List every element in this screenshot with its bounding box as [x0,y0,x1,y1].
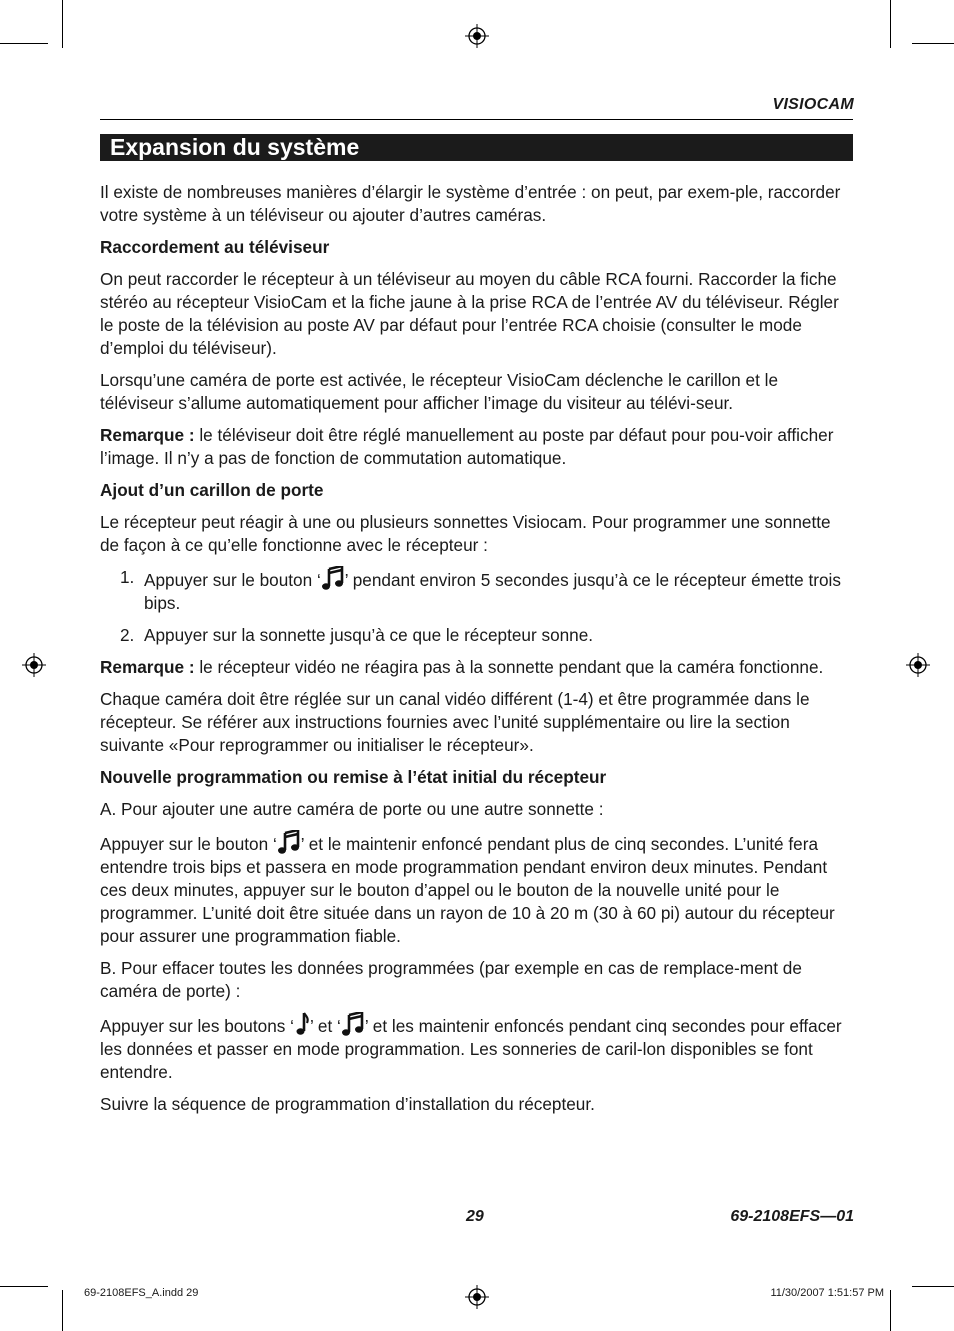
tv-note-text: le téléviseur doit être réglé manuellement au poste par défaut pour pou-voir afficher l’image. Il n’y a pas de fonction de commutation automatique. [100,425,834,468]
reset-b-heading: B. Pour effacer toutes les données programmées (par exemple en cas de remplace-ment de caméra de porte) : [100,958,802,1001]
registration-mark-icon [906,653,930,677]
tv-note [100,424,853,470]
tv-paragraph-2: Lorsqu’une caméra de porte est activée, le récepteur VisioCam déclenche le carillon et le téléviseur s’allume automatiquement pour afficher l’image du visiteur au télévi-seur. [100,370,779,413]
crop-mark [0,1286,48,1287]
channel-paragraph: Chaque caméra doit être réglée sur un canal vidéo différent (1-4) et être programmée dans le récepteur. Se référer aux instructions fournies avec l’unité supplémentaire ou lire la section suivante «Pour reprogrammer ou initialiser le récepteur». [100,689,810,755]
music-note-icon [295,1012,309,1036]
list-item [100,624,853,647]
step-number: 1. [120,567,135,587]
document-number: 69-2108EFS—01 [730,1208,854,1225]
section-title: Expansion du système [100,134,853,161]
crop-mark [912,1286,954,1287]
registration-mark-icon [22,653,46,677]
tv-paragraph-1: On peut raccorder le récepteur à un téléviseur au moyen du câble RCA fourni. Raccorder la fiche stéréo au récepteur VisioCam et la fiche jaune à la prise RCA de l’entrée AV du téléviseur. Régler le poste de la télévision au poste AV par défaut pour l’entrée RCA choisie (consulter le mode d’emploi du téléviseur). [100,269,839,358]
registration-mark-icon [465,1285,489,1309]
tv-heading: Raccordement au téléviseur [100,237,330,257]
reset-a-paragraph [100,830,853,948]
registration-mark-icon [465,24,489,48]
reset-b-text-before: Appuyer sur les boutons ‘ [100,1016,294,1036]
intro-paragraph: Il existe de nombreuses manières d’élargir le système d’entrée : on peut, par exem-ple, raccorder votre système à un téléviseur ou ajouter d’autres caméras. [100,182,841,225]
chime-paragraph: Le récepteur peut réagir à une ou plusieurs sonnettes Visiocam. Pour programmer une sonnette de façon à ce qu’elle fonctionne avec le récepteur : [100,512,831,555]
reset-a-heading: A. Pour ajouter une autre caméra de porte ou une autre sonnette : [100,799,604,819]
chime-note [100,656,853,679]
page-number: 29 [466,1208,484,1225]
reset-b-paragraph [100,1012,853,1084]
step-text: Appuyer sur la sonnette jusqu’à ce que le récepteur sonne. [144,625,594,645]
list-item [100,566,853,615]
slug-date: 11/30/2007 1:51:57 PM [770,1287,884,1299]
crop-mark [912,43,954,44]
crop-mark [62,1290,63,1331]
reset-heading: Nouvelle programmation ou remise à l’état initial du récepteur [100,767,607,787]
chime-steps [100,566,853,647]
page-content [100,181,853,1125]
double-music-note-icon [322,566,344,590]
crop-mark [890,0,891,48]
chime-heading: Ajout d’un carillon de porte [100,480,324,500]
note-label: Remarque : [100,425,195,445]
crop-mark [0,43,48,44]
reset-a-text-before: Appuyer sur le bouton ‘ [100,834,277,854]
reset-b-text-after: ’ et les maintenir enfoncés pendant cinq secondes pour effacer les données et passer en mode programmation. Les sonneries de caril-lon disponibles se font entendre. [100,1016,842,1082]
note-label: Remarque : [100,657,195,677]
slug-file-name: 69-2108EFS_A.indd 29 [84,1287,199,1299]
reset-b-text-mid: ’ et ‘ [309,1016,341,1036]
final-paragraph: Suivre la séquence de programmation d’installation du récepteur. [100,1094,595,1114]
double-music-note-icon [342,1012,364,1036]
crop-mark [890,1290,891,1331]
header-divider [100,119,853,120]
step-text-after: ’ pendant environ 5 secondes jusqu’à ce le récepteur émette trois bips. [144,570,841,613]
reset-a-text-after: ’ et le maintenir enfoncé pendant plus de cinq secondes. L’unité fera entendre trois bips et passera en mode programmation pendant environ deux minutes. Pendant ces deux minutes, appuyer sur le bouton d’appel ou le bouton de la nouvelle unité pour le programmer. L’unité doit être située dans un rayon de 10 à 20 m (30 à 60 pi) autour du récepteur pour assurer une programmation fiable. [100,834,835,946]
header-product-name: VISIOCAM [772,96,854,113]
chime-note-text: le récepteur vidéo ne réagira pas à la sonnette pendant que la caméra fonctionne. [194,657,824,677]
step-number: 2. [120,625,135,645]
step-text-before: Appuyer sur le bouton ‘ [144,570,321,590]
double-music-note-icon [278,830,300,854]
crop-mark [62,0,63,48]
